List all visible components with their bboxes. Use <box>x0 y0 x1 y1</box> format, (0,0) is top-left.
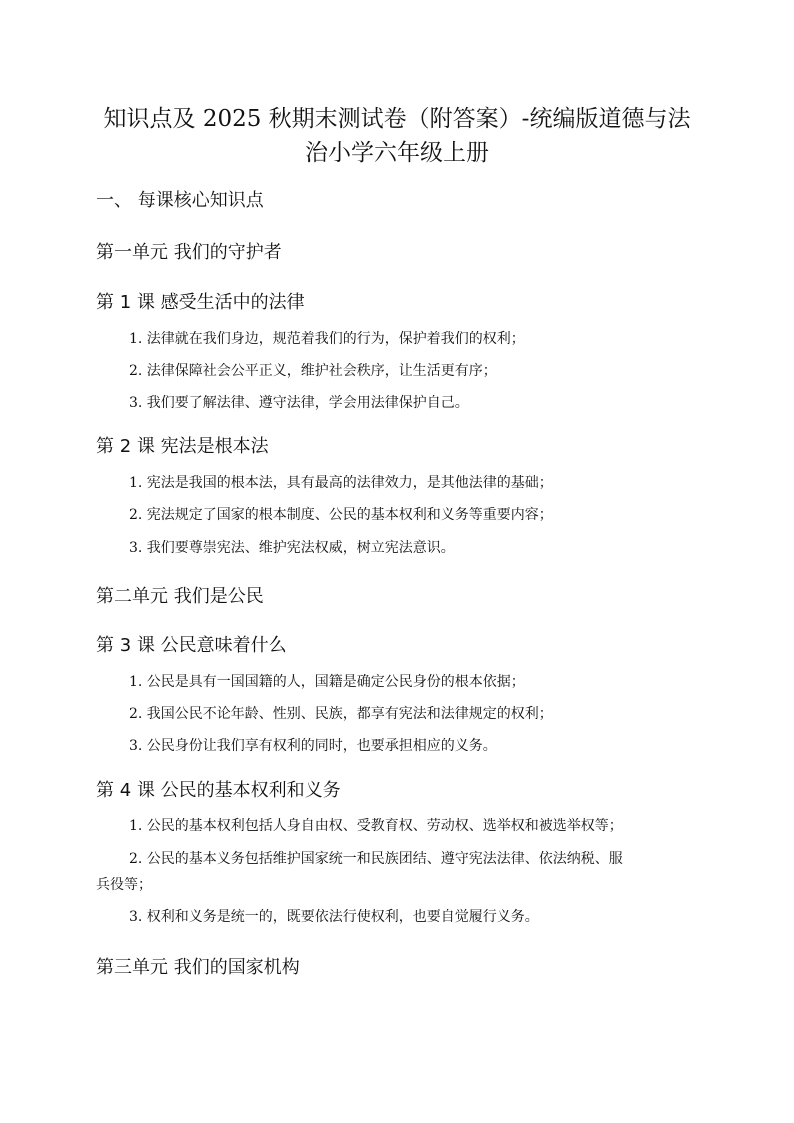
lesson-2-item-3: 3. 我们要尊崇宪法、维护宪法权威，树立宪法意识。 <box>129 540 455 556</box>
document-title-line-2: 治小学六年级上册 <box>305 140 489 166</box>
lesson-4-item-2-continued: 兵役等； <box>96 877 152 893</box>
lesson-4-item-3: 3. 权利和义务是统一的，既要依法行使权利，也要自觉履行义务。 <box>129 909 539 925</box>
lesson-3-item-3: 3. 公民身份让我们享有权利的同时，也要承担相应的义务。 <box>129 738 497 754</box>
lesson-2-item-2: 2. 宪法规定了国家的根本制度、公民的基本权利和义务等重要内容； <box>129 507 553 523</box>
lesson-1-item-2: 2. 法律保障社会公平正义，维护社会秩序，让生活更有序； <box>129 363 497 379</box>
lesson-4-item-1: 1. 公民的基本权利包括人身自由权、受教育权、劳动权、选举权和被选举权等； <box>129 818 623 834</box>
lesson-2-heading: 第 2 课 宪法是根本法 <box>96 436 269 457</box>
lesson-2-item-1: 1. 宪法是我国的根本法，具有最高的法律效力，是其他法律的基础； <box>129 475 553 491</box>
lesson-3-item-1: 1. 公民是具有一国国籍的人，国籍是确定公民身份的根本依据； <box>129 674 525 690</box>
unit-1-heading: 第一单元 我们的守护者 <box>96 242 282 263</box>
unit-3-heading: 第三单元 我们的国家机构 <box>96 957 300 978</box>
unit-2-heading: 第二单元 我们是公民 <box>96 586 264 607</box>
lesson-4-heading: 第 4 课 公民的基本权利和义务 <box>96 780 341 801</box>
section-heading: 一、 每课核心知识点 <box>96 190 264 211</box>
lesson-1-item-1: 1. 法律就在我们身边，规范着我们的行为，保护着我们的权利； <box>129 331 525 347</box>
document-title-line-1: 知识点及 2025 秋期末测试卷（附答案）-统编版道德与法 <box>103 106 691 132</box>
lesson-3-heading: 第 3 课 公民意味着什么 <box>96 635 287 656</box>
lesson-1-item-3: 3. 我们要了解法律、遵守法律，学会用法律保护自己。 <box>129 395 469 411</box>
lesson-3-item-2: 2. 我国公民不论年龄、性别、民族，都享有宪法和法律规定的权利； <box>129 706 553 722</box>
lesson-4-item-2: 2. 公民的基本义务包括维护国家统一和民族团结、遵守宪法法律、依法纳税、服 <box>129 851 623 867</box>
lesson-1-heading: 第 1 课 感受生活中的法律 <box>96 292 305 313</box>
